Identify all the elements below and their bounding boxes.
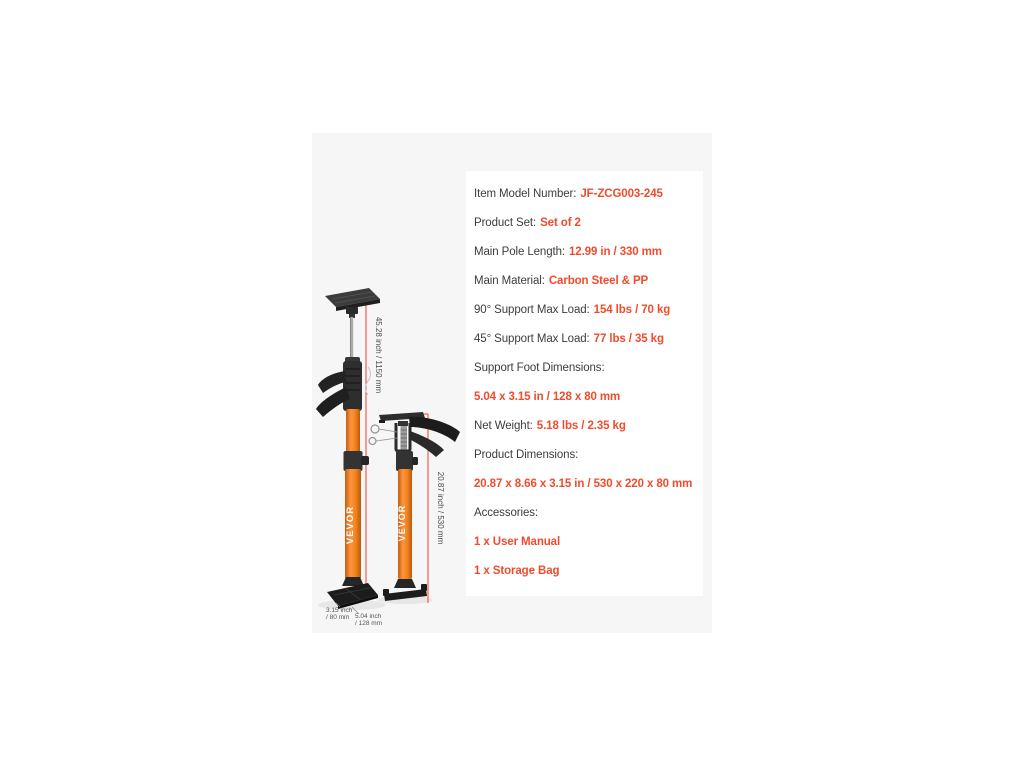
spec-label: 45° Support Max Load: xyxy=(474,332,590,345)
short-pole-trigger xyxy=(409,431,444,457)
spec-row-product-dimensions xyxy=(474,440,699,469)
s-hook xyxy=(371,425,379,433)
spec-value: 1 x Storage Bag xyxy=(474,564,560,577)
spec-value: 20.87 x 8.66 x 3.15 in / 530 x 220 x 80 mm xyxy=(474,477,693,490)
short-pole-collar-knob xyxy=(412,457,418,465)
spec-label: Product Dimensions: xyxy=(474,448,579,461)
tall-pole-height-dimension-label: 45.28 inch / 1150 mm xyxy=(374,316,383,394)
spec-row-product-set xyxy=(474,208,699,237)
foot-end xyxy=(383,589,389,596)
short-pole-height-dimension-label: 20.87 inch / 530 mm xyxy=(436,471,445,545)
spec-label: Product Set: xyxy=(474,216,537,229)
spec-label: Main Pole Length: xyxy=(474,245,566,258)
spec-value: 5.04 x 3.15 in / 128 x 80 mm xyxy=(474,390,621,403)
tall-support-pole-image xyxy=(316,288,386,610)
foot-depth-line1: 3.15 inch xyxy=(326,607,353,614)
tall-pole-brand-logo: VEVOR xyxy=(345,505,356,545)
spec-label: Support Foot Dimensions: xyxy=(474,361,605,374)
spec-value: 5.18 lbs / 2.35 kg xyxy=(536,419,626,432)
spec-row-support-foot-dimensions xyxy=(474,353,699,382)
spec-row-accessory-storage-bag xyxy=(474,556,699,585)
short-pole-collar xyxy=(396,451,413,471)
short-pole-brand-logo: VEVOR xyxy=(397,504,407,542)
spec-label: 90° Support Max Load: xyxy=(474,303,590,316)
spec-label: Accessories: xyxy=(474,506,538,519)
spec-panel xyxy=(466,171,703,596)
hook-wire xyxy=(376,438,397,441)
spec-value: Set of 2 xyxy=(540,216,581,229)
tall-pole-hub xyxy=(346,307,358,314)
spec-value: Carbon Steel & PP xyxy=(548,274,649,287)
top-bar-end xyxy=(379,420,385,423)
spec-label: Main Material: xyxy=(474,274,545,287)
spec-row-main-pole-length xyxy=(474,237,699,266)
foot-depth-line2: / 80 mm xyxy=(326,614,350,621)
short-pole-column xyxy=(398,421,408,426)
product-image-stage xyxy=(312,133,712,633)
spec-row-net-weight xyxy=(474,411,699,440)
spec-row-main-material xyxy=(474,266,699,295)
tall-pole-upper-tube xyxy=(346,409,360,453)
hook-wire xyxy=(379,429,397,432)
tall-pole-collar-knob xyxy=(361,456,369,465)
foot-depth-dimension-label xyxy=(326,607,352,621)
spec-label: Net Weight: xyxy=(474,419,533,432)
spec-value: 77 lbs / 35 kg xyxy=(593,332,664,345)
spec-row-accessory-user-manual xyxy=(474,527,699,556)
foot-width-line2: / 128 mm xyxy=(355,620,383,627)
spec-row-45deg-max-load xyxy=(474,324,699,353)
spec-label: Item Model Number: xyxy=(474,187,577,200)
short-support-pole-image xyxy=(369,412,460,604)
spec-row-item-model-number xyxy=(474,179,699,208)
foot-end xyxy=(421,584,427,591)
foot-width-line1: 5.04 inch xyxy=(355,613,382,620)
spec-row-90deg-max-load xyxy=(474,295,699,324)
spec-value: 12.99 in / 330 mm xyxy=(569,245,662,258)
spec-row-support-foot-dimensions-value xyxy=(474,382,699,411)
foot-width-dimension-label xyxy=(355,613,382,627)
s-hook xyxy=(369,438,376,445)
short-pole-foot-cone xyxy=(394,579,416,588)
spec-value: 154 lbs / 70 kg xyxy=(593,303,671,316)
spec-value: 1 x User Manual xyxy=(474,535,561,548)
tall-pole-collar xyxy=(344,451,363,471)
spec-row-product-dimensions-value xyxy=(474,469,699,498)
spec-value: JF-ZCG003-245 xyxy=(580,187,663,200)
spec-row-accessories xyxy=(474,498,699,527)
